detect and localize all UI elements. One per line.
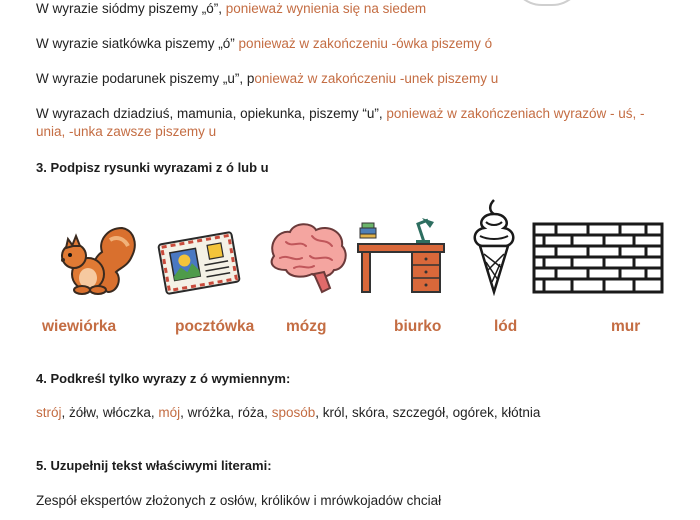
word-separator: , — [150, 405, 159, 420]
decorative-circle-icon — [510, 0, 584, 6]
word-item[interactable]: sposób — [271, 405, 316, 420]
task3-heading: 3. Podpisz rysunki wyrazami z ó lub u — [36, 160, 269, 175]
word-item[interactable]: król — [322, 405, 345, 420]
caption-wiewiorka: wiewiórka — [42, 318, 117, 335]
word-item[interactable]: szczegół — [392, 405, 446, 420]
caption-pocztowka: pocztówka — [175, 318, 255, 335]
ice-cream-icon — [468, 198, 520, 301]
word-item[interactable]: kłótnia — [501, 405, 541, 420]
brain-icon — [264, 220, 350, 301]
explanation-reason: onieważ w zakończeniu -unek piszemy u — [254, 71, 499, 86]
task5-heading: 5. Uzupełnij tekst właściwymi literami: — [36, 458, 272, 473]
brick-wall-icon — [532, 222, 664, 299]
word-separator: , — [493, 405, 502, 420]
task4-heading: 4. Podkreśl tylko wyrazy z ó wymiennym: — [36, 371, 291, 386]
word-separator: , — [95, 405, 103, 420]
squirrel-icon — [58, 222, 138, 303]
caption-lod: lód — [494, 318, 518, 335]
explanation-line-2 — [36, 35, 492, 53]
postcard-icon — [156, 230, 242, 301]
word-separator: , — [61, 405, 70, 420]
word-separator: , — [180, 405, 188, 420]
word-separator: , — [315, 405, 323, 420]
word-item[interactable]: strój — [36, 405, 62, 420]
caption-mur: mur — [611, 318, 641, 335]
explanation-reason: ponieważ wynienia się na siedem — [225, 1, 427, 16]
explanation-text: W wyrazie podarunek piszemy „u”, p — [36, 71, 255, 86]
desk-icon — [356, 218, 448, 301]
word-separator: , — [344, 405, 353, 420]
caption-biurko: biurko — [394, 318, 442, 335]
word-item[interactable]: wróżka — [187, 405, 231, 420]
word-separator: , — [445, 405, 453, 420]
task5-text: Zespół ekspertów złożonych z osłów, królików i mrówkojadów chciał — [36, 493, 442, 508]
explanation-text: W wyrazie siódmy piszemy „ó”, — [36, 1, 226, 16]
explanation-text: W wyrazach dziadziuś, mamunia, opiekunka, piszemy “u”, — [36, 106, 387, 121]
word-item[interactable]: ogórek — [452, 405, 494, 420]
explanation-reason: ponieważ w zakończeniu -ówka piszemy ó — [238, 36, 493, 51]
word-item[interactable]: żółw — [69, 405, 96, 420]
word-item[interactable]: róża — [237, 405, 265, 420]
word-separator: , — [230, 405, 238, 420]
word-item[interactable]: mój — [158, 405, 181, 420]
word-item[interactable]: skóra — [352, 405, 386, 420]
explanation-line-1 — [36, 0, 426, 18]
word-separator: , — [264, 405, 272, 420]
explanation-text: W wyrazie siatkówka piszemy „ó” — [36, 36, 239, 51]
explanation-line-4 — [36, 105, 656, 141]
explanation-line-3 — [36, 70, 498, 88]
caption-mozg: mózg — [286, 318, 327, 335]
explanation-reason: ponieważ w zakończeniach wyrazów - uś, -unia, -unka zawsze piszemy u — [36, 106, 645, 139]
word-list — [36, 404, 540, 422]
word-separator: , — [385, 405, 393, 420]
word-item[interactable]: włóczka — [102, 405, 151, 420]
